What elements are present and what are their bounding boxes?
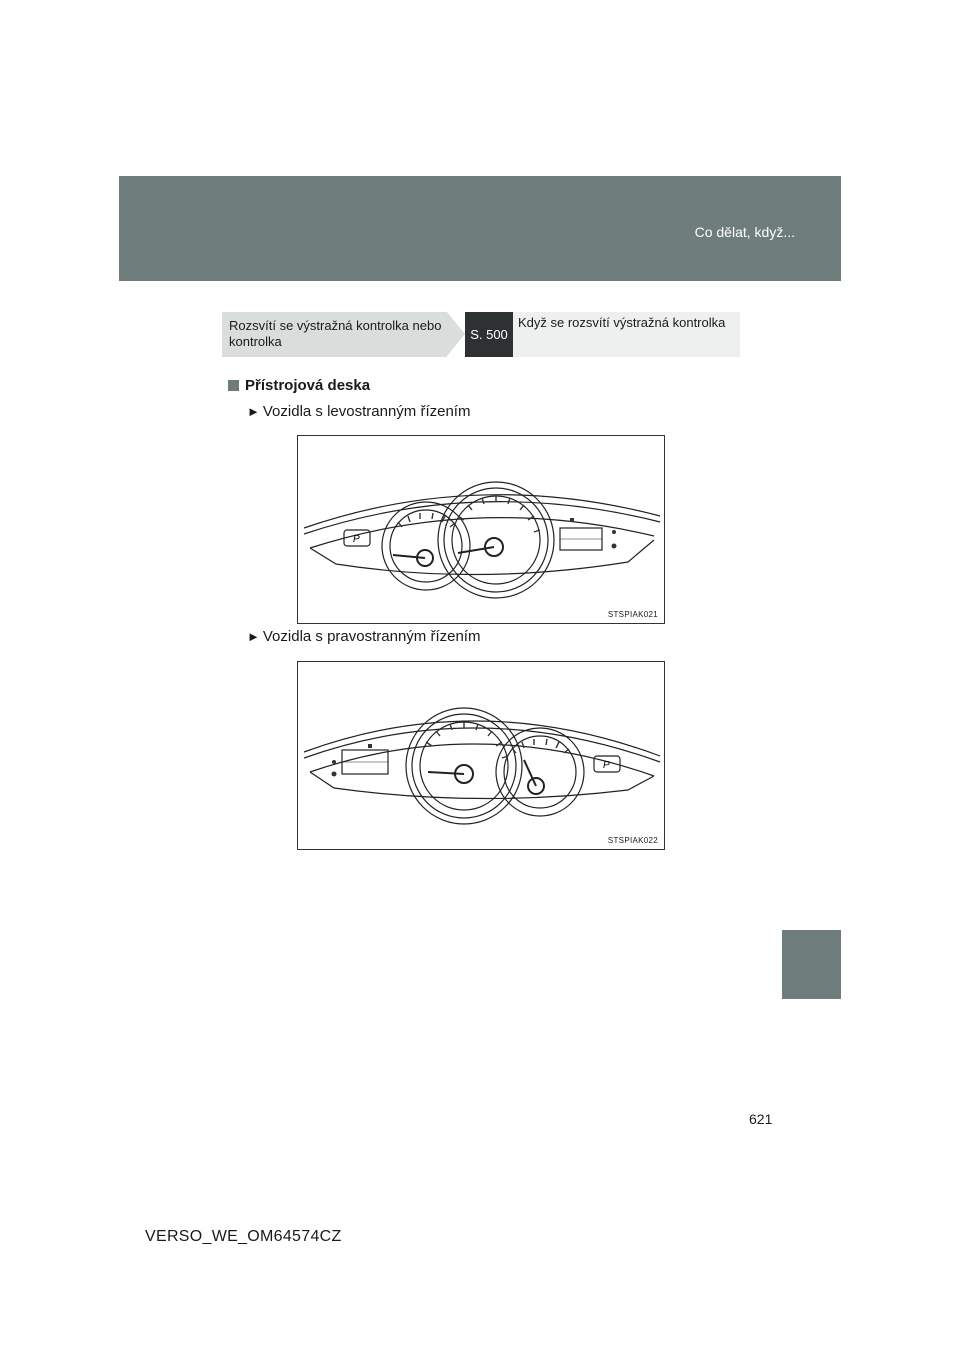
header-band — [119, 176, 841, 281]
variant-heading-rhd — [247, 628, 480, 645]
square-bullet-icon — [228, 380, 239, 391]
figure-lhd-instrument-panel — [297, 435, 665, 624]
section-heading-text: Přístrojová deska — [245, 377, 371, 394]
nav-previous-label: Rozsvítí se výstražná kontrolka nebo kontrolka — [229, 318, 442, 349]
instrument-panel-rhd-illustration — [298, 662, 664, 849]
fig-rhd-p-indicator: P — [603, 760, 610, 771]
nav-arrow-icon — [447, 312, 465, 356]
nav-box — [222, 312, 740, 357]
nav-previous[interactable] — [222, 312, 447, 357]
figure-code-rhd: STSPIAK022 — [607, 836, 658, 845]
document-code: VERSO_WE_OM64574CZ — [145, 1228, 342, 1245]
variant-label-lhd: Vozidla s levostranným řízením — [262, 403, 471, 420]
triangle-bullet-icon: ► — [247, 629, 260, 644]
triangle-bullet-icon: ► — [247, 404, 260, 419]
instrument-panel-lhd-illustration — [298, 436, 664, 623]
nav-current — [513, 312, 740, 357]
variant-heading-lhd — [247, 403, 470, 420]
variant-label-rhd: Vozidla s pravostranným řízením — [262, 628, 481, 645]
nav-page-ref[interactable]: S. 500 — [465, 312, 513, 357]
fig-lhd-p-indicator: P — [353, 534, 360, 545]
chapter-side-tab — [782, 930, 841, 999]
figure-rhd-instrument-panel — [297, 661, 665, 850]
nav-current-label: Když se rozsvítí výstražná kontrolka — [518, 315, 726, 330]
page-number: 621 — [749, 1111, 773, 1127]
chapter-title: Co dělat, když... — [694, 224, 795, 240]
figure-code-lhd: STSPIAK021 — [607, 610, 658, 619]
section-heading — [228, 377, 370, 394]
